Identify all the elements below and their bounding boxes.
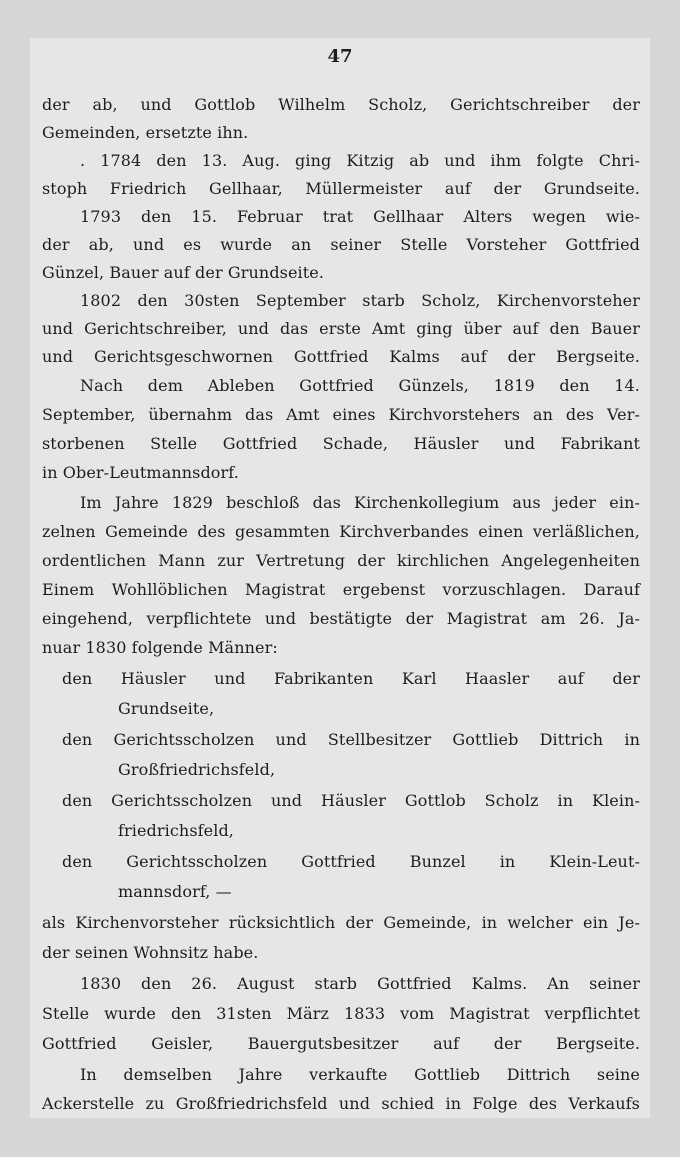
text-line: den Gerichtsscholzen und Häusler Gottlob Scholz in Klein-	[62, 791, 640, 810]
text-line: Gottfried Geisler, Bauergutsbesitzer auf der Bergseite.	[42, 1034, 640, 1053]
text-line: nuar 1830 folgende Männer:	[42, 638, 278, 657]
text-line: und Gerichtschreiber, und das erste Amt ging über auf den Bauer	[42, 319, 640, 338]
text-line: Gemeinden, ersetzte ihn.	[42, 123, 249, 142]
text-line: zelnen Gemeinde des gesammten Kirchverbandes einen verläßlichen,	[42, 522, 640, 541]
text-line: der seinen Wohnsitz habe.	[42, 943, 259, 962]
text-line: eingehend, verpflichtete und bestätigte der Magistrat am 26. Ja-	[42, 609, 640, 628]
text-line: der ab, und es wurde an seiner Stelle Vorsteher Gottfried	[42, 235, 640, 254]
text-line: . 1784 den 13. Aug. ging Kitzig ab und ihm folgte Chri-	[80, 151, 640, 170]
text-line: In demselben Jahre verkaufte Gottlieb Dittrich seine	[80, 1065, 640, 1084]
text-line: mannsdorf, —	[118, 882, 232, 901]
text-line: stoph Friedrich Gellhaar, Müllermeister auf der Grundseite.	[42, 179, 640, 198]
text-line: September, übernahm das Amt eines Kirchvorstehers an des Ver-	[42, 405, 640, 424]
text-line: der ab, und Gottlob Wilhelm Scholz, Gerichtschreiber der	[42, 95, 640, 114]
text-line: den Gerichtsscholzen und Stellbesitzer Gottlieb Dittrich in	[62, 730, 640, 749]
text-line: als Kirchenvorsteher rücksichtlich der Gemeinde, in welcher ein Je-	[42, 913, 640, 932]
text-line: Nach dem Ableben Gottfried Günzels, 1819 den 14.	[80, 376, 640, 395]
text-line: Grundseite,	[118, 699, 215, 718]
text-line: in Ober-Leutmannsdorf.	[42, 463, 239, 482]
text-line: 1793 den 15. Februar trat Gellhaar Alters wegen wie-	[80, 207, 640, 226]
text-line: Einem Wohllöblichen Magistrat ergebenst vorzuschlagen. Darauf	[42, 580, 640, 599]
text-line: Stelle wurde den 31sten März 1833 vom Magistrat verpflichtet	[42, 1004, 640, 1023]
text-line: ordentlichen Mann zur Vertretung der kirchlichen Angelegenheiten	[42, 551, 640, 570]
text-line: den Gerichtsscholzen Gottfried Bunzel in Klein-Leut-	[62, 852, 640, 871]
text-line: den Häusler und Fabrikanten Karl Haasler auf der	[62, 669, 640, 688]
text-line: Ackerstelle zu Großfriedrichsfeld und schied in Folge des Verkaufs	[42, 1094, 640, 1113]
text-line: Im Jahre 1829 beschloß das Kirchenkollegium aus jeder ein-	[80, 493, 640, 512]
text-line: und Gerichtsgeschwornen Gottfried Kalms auf der Bergseite.	[42, 347, 640, 366]
text-line: 1830 den 26. August starb Gottfried Kalms. An seiner	[80, 974, 640, 993]
text-line: storbenen Stelle Gottfried Schade, Häusler und Fabrikant	[42, 434, 640, 453]
text-line: friedrichsfeld,	[118, 821, 234, 840]
text-line: 1802 den 30sten September starb Scholz, Kirchenvorsteher	[80, 291, 640, 310]
book-page	[30, 38, 650, 1118]
text-line: Günzel, Bauer auf der Grundseite.	[42, 263, 325, 282]
page-number: 47	[327, 46, 353, 67]
text-line: Großfriedrichsfeld,	[118, 760, 276, 779]
